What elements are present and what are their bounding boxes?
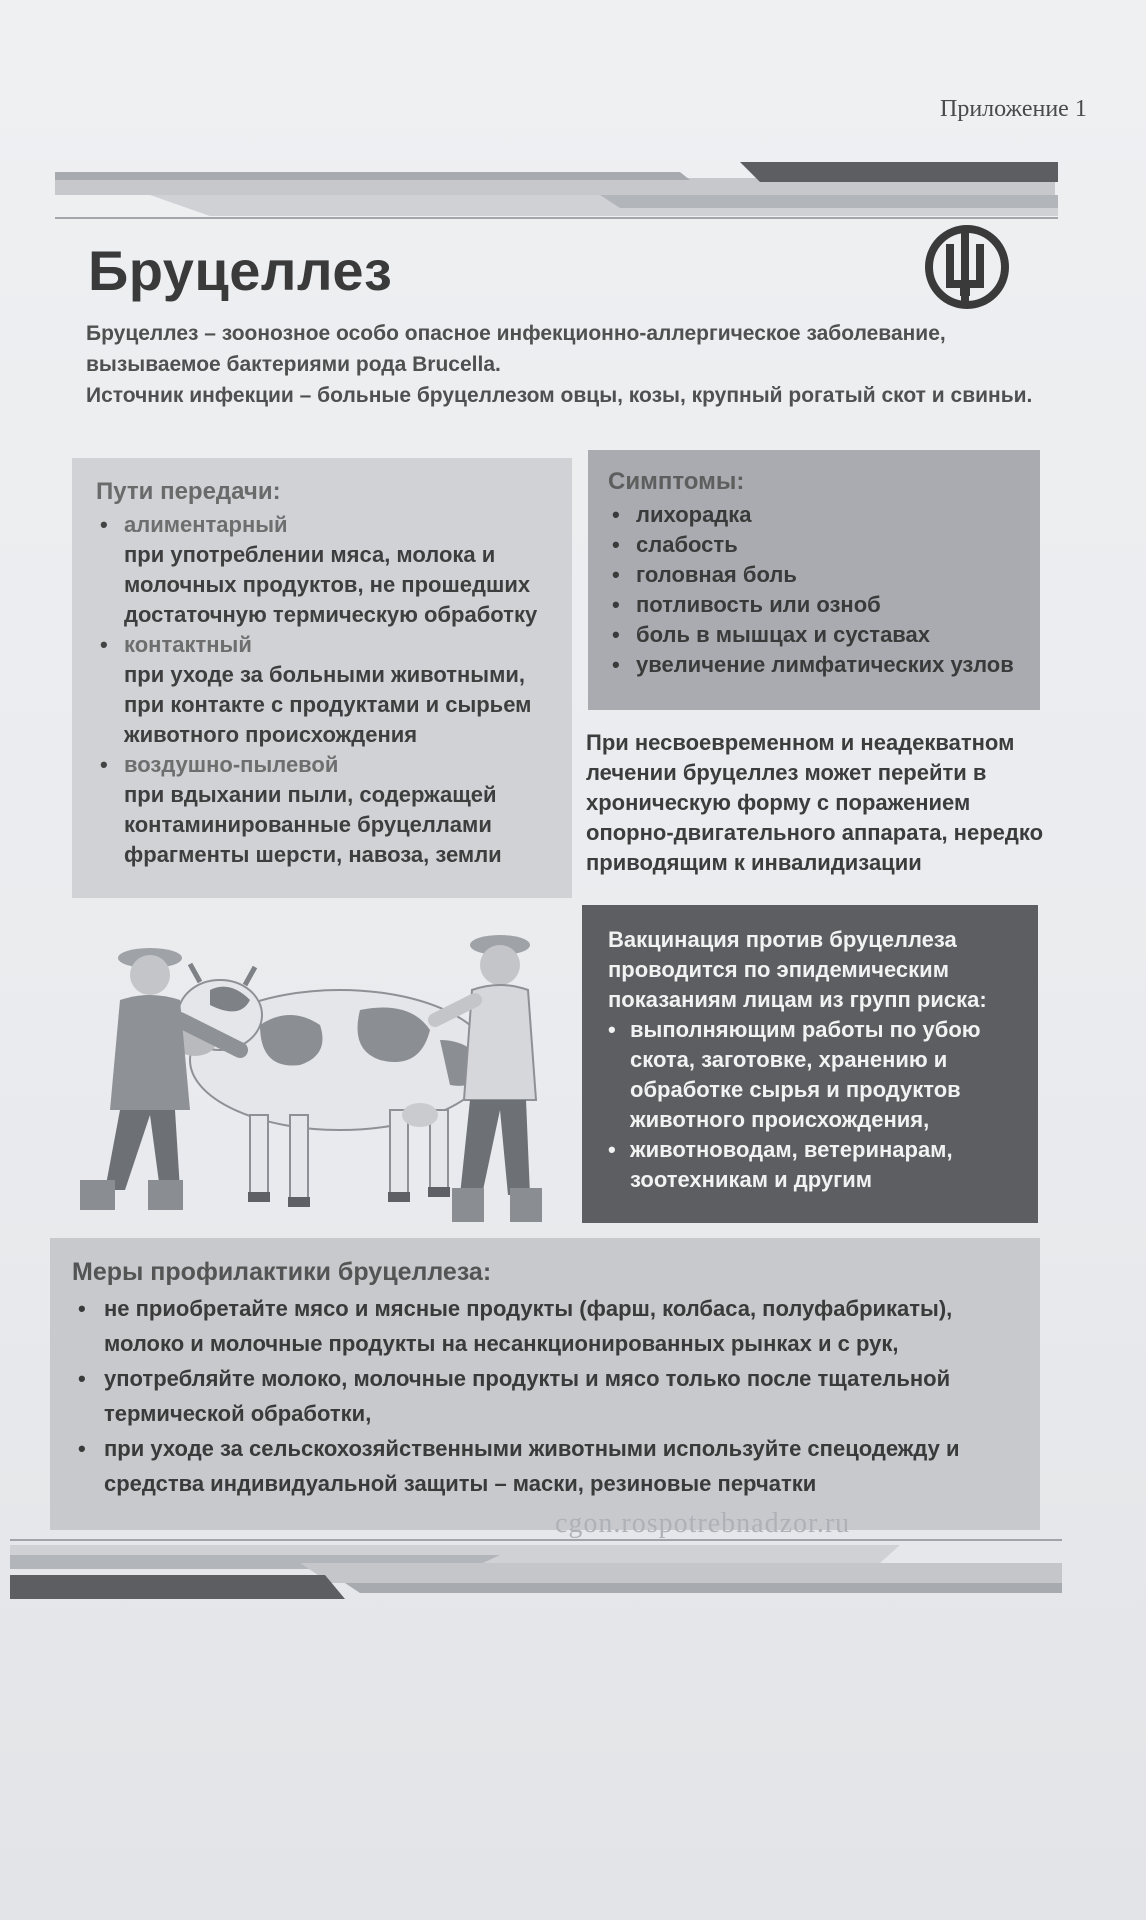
bullet-icon: • [78,1366,86,1391]
farmers-with-cow-illustration-icon [60,930,580,1240]
symptom-text: лихорадка [636,502,752,527]
bullet-icon: • [612,502,620,527]
symptom-item [608,620,1022,650]
transmission-heading: Пути передачи: [96,478,281,505]
symptoms-heading: Симптомы: [608,468,745,495]
transmission-desc: при вдыхании пыли, содержащей контаминированные бруцеллами фрагменты шерсти, навоза, земли [124,782,502,867]
prevention-text: не приобретайте мясо и мясные продукты (фарш, колбаса, полуфабрикаты), молоко и молочные продукты на несанкционированных рынках и с рук, [104,1296,953,1356]
page-title: Бруцеллез [88,239,393,302]
vaccination-list [608,1015,1022,1195]
cgon-logo-icon [920,222,1014,312]
bullet-icon: • [78,1296,86,1321]
symptom-text: слабость [636,532,738,557]
bullet-icon: • [100,632,108,657]
transmission-item [96,510,554,630]
bullet-icon: • [612,652,620,677]
prevention-item [72,1361,1020,1431]
vaccination-item [608,1015,1022,1135]
symptom-item [608,650,1022,680]
bullet-icon: • [100,752,108,777]
chronic-warning-text: При несвоевременном и неадекватном лечении бруцеллез может перейти в хроническую форму с поражением опорно-двигательного аппарата, нередко приводящим к инвалидизации [586,730,1044,875]
bullet-icon: • [612,532,620,557]
symptom-item [608,560,1022,590]
intro-source: Источник инфекции – больные бруцеллезом овцы, козы, крупный рогатый скот и свиньи. [86,384,1033,407]
prevention-list [72,1291,1020,1501]
transmission-box [72,458,572,898]
bullet-icon: • [100,512,108,537]
intro-text [86,318,1036,411]
vaccination-intro: Вакцинация против бруцеллеза проводится по эпидемическим показаниям лицам из групп риска: [608,927,987,1012]
symptom-text: потливость или озноб [636,592,881,617]
intro-definition: Бруцеллез – зоонозное особо опасное инфекционно-аллергическое заболевание, вызываемое бактериями рода Brucella. [86,322,946,376]
prevention-heading: Меры профилактики бруцеллеза: [72,1258,492,1286]
transmission-item [96,750,554,870]
bullet-icon: • [612,562,620,587]
bullet-icon: • [608,1017,616,1042]
symptom-text: головная боль [636,562,797,587]
symptom-item [608,530,1022,560]
transmission-desc: при употреблении мяса, молока и молочных продуктов, не прошедших достаточную термическую обработку [124,542,538,627]
header-band [0,150,1146,230]
symptoms-box [588,450,1040,710]
bullet-icon: • [612,592,620,617]
symptom-text: боль в мышцах и суставах [636,622,931,647]
prevention-item [72,1431,1020,1501]
vaccination-item [608,1135,1022,1195]
transmission-name: алиментарный [124,512,288,537]
symptom-text: увеличение лимфатических узлов [636,652,1014,677]
prevention-text: употребляйте молоко, молочные продукты и мясо только после тщательной термической обработки, [104,1366,951,1426]
prevention-text: при уходе за сельскохозяйственными животными используйте спецодежду и средства индивидуальной защиты – маски, резиновые перчатки [104,1436,960,1496]
watermark: cgon.rospotrebnadzor.ru [555,1508,851,1539]
transmission-desc: при уходе за больными животными, при контакте с продуктами и сырьем животного происхождения [124,662,532,747]
vaccination-box [582,905,1038,1223]
symptom-item [608,500,1022,530]
transmission-item [96,630,554,750]
bullet-icon: • [608,1137,616,1162]
prevention-box [50,1238,1040,1530]
bullet-icon: • [612,622,620,647]
transmission-name: контактный [124,632,252,657]
prevention-item [72,1291,1020,1361]
appendix-label: Приложение 1 [940,96,1087,122]
footer-band [0,1535,1146,1615]
symptom-item [608,590,1022,620]
bullet-icon: • [78,1436,86,1461]
vaccination-text: выполняющим работы по убою скота, заготовке, хранению и обработке сырья и продуктов животного происхождения, [630,1017,981,1132]
symptoms-list [608,500,1022,680]
transmission-list [96,510,554,870]
vaccination-text: животноводам, ветеринарам, зоотехникам и другим [630,1137,953,1192]
transmission-name: воздушно-пылевой [124,752,339,777]
